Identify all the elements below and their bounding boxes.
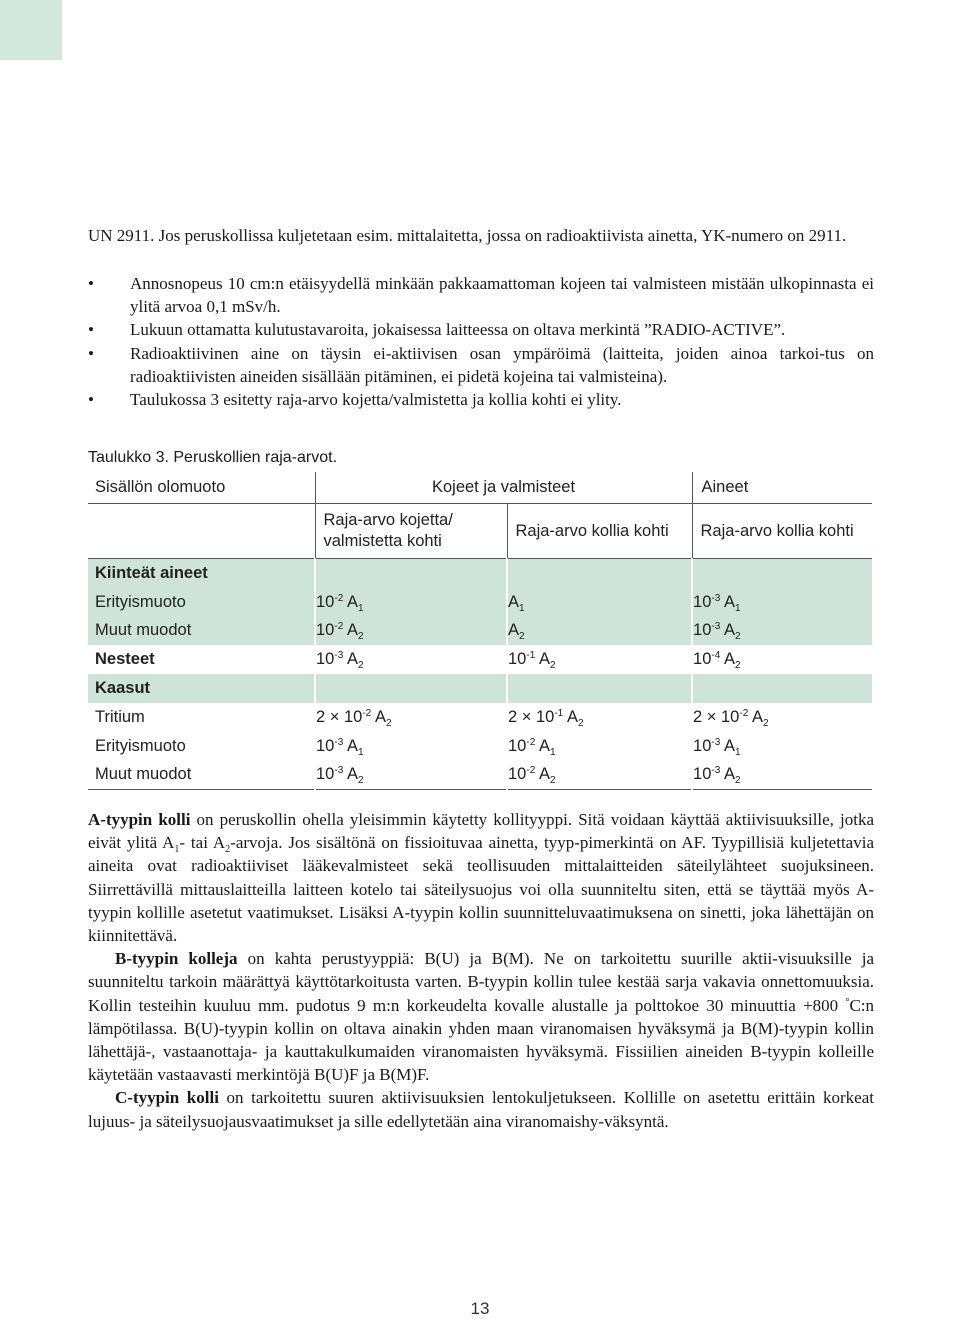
- paragraph-type-b: B-tyypin kolleja on kahta perustyyppiä: B(U) ja B(M). Ne on tarkoitettu suurille aktii-visuuksille ja suunniteltu tarkoin määrättyä käyttötarkoitusta varten. B-tyypin kollin tulee kestää sarja vakavia onnettomuuksia. Kollin testeihin kuuluu mm. pudotus 9 m:n korkeudelta kovalle alustalle ja polttokoe 30 minuuttia +800 °C:n lämpötilassa. B(U)-tyypin kollin on oltava ainakin yhden maan viranomaisen hyväksymä ja B(M)-tyypin kollin lähettäjä-, vastaanottaja- ja kauttakulkumaiden viranomaisten hyväksymä. Fissiilien aineiden B-tyypin kolleille käytetään vastaavasti merkintöjä B(U)F ja B(M)F.: [88, 949, 874, 1085]
- table-cell: $A_2$: [507, 617, 692, 646]
- table-row: [88, 559, 872, 588]
- bullet-icon: •: [88, 274, 94, 293]
- intro-text: UN 2911. Jos peruskollissa kuljetetaan esim. mittalaitetta, jossa on radioaktiivista ainetta, YK-numero on 2911.: [88, 226, 847, 245]
- table-row: [88, 703, 872, 732]
- row-label: Muut muodot: [88, 617, 315, 646]
- subheader-empty: [88, 504, 315, 559]
- list-item: [88, 342, 874, 388]
- subheader-per-package: Raja-arvo kollia kohti: [507, 504, 692, 559]
- page-number: 13: [470, 1299, 490, 1318]
- table-row: [88, 588, 872, 617]
- list-item: [88, 388, 874, 411]
- term-type-c: C-tyypin kolli: [115, 1088, 219, 1108]
- table-header-row: [88, 472, 872, 504]
- table-cell: $10^{-2}$ $A_2$: [315, 617, 507, 646]
- section-gases: Kaasut: [88, 674, 315, 703]
- requirements-list: [88, 272, 874, 411]
- list-item-text: Taulukossa 3 esitetty raja-arvo kojetta/valmistetta ja kollia kohti ei ylity.: [130, 390, 622, 410]
- table-row: [88, 617, 872, 646]
- list-item-text: Annosnopeus 10 cm:n etäisyydellä minkään pakkaamattoman kojeen tai valmisteen mistään ulkopinnasta ei ylitä arvoa 0,1 mSv/h.: [130, 274, 874, 317]
- table-row: [88, 645, 872, 674]
- paragraph-type-a: A-tyypin kolli on peruskollin ohella yleisimmin käytetty kollityyppi. Sitä voidaan käyttää aktiivisuuksille, jotka eivät ylitä $A_1-$ tai $A_2$-arvoja. Jos sisältönä on fissioituvaa ainetta, tyyp-pimerkintä on AF. Tyypillisiä kuljetettavia aineita ovat radioaktiiviset lääkevalmisteet sekä teollisuuden mittalaitteiden säteilylähteet suojuksineen. Siirrettävillä mittauslaitteilla laitteen kotelo tai säteilysuojus voi olla suunniteltu siten, että se täyttää myös A-tyypin kollille asetetut vaatimukset. Lisäksi A-tyypin kollin suunnitteluvaatimuksena on sinetti, joka lähettäjän on kiinnitettävä.: [88, 810, 875, 946]
- header-devices-group: Kojeet ja valmisteet: [315, 472, 692, 504]
- table-cell: $10^{-3}$ $A_2$: [692, 617, 872, 646]
- table-cell: $2 \times 10^{-2}$ $A_2$: [315, 703, 507, 732]
- term-type-a: A-tyypin kolli: [88, 810, 191, 829]
- section-tab: [0, 0, 62, 60]
- header-substances: Aineet: [692, 472, 872, 504]
- table-cell: $10^{-3}$ $A_2$: [315, 761, 507, 790]
- subheader-per-device: Raja-arvo kojetta/ valmistetta kohti: [315, 504, 507, 559]
- list-item-text: Lukuun ottamatta kulutustavaroita, jokaisessa laitteessa on oltava merkintä ”RADIO-ACTIVE”.: [130, 320, 786, 340]
- row-label: Erityismuoto: [88, 732, 315, 761]
- section-liquids: Nesteet: [88, 645, 315, 674]
- table-cell: $10^{-4}$ $A_2$: [692, 645, 872, 674]
- bullet-icon: •: [88, 390, 94, 410]
- table-cell: $10^{-1}$ $A_2$: [507, 645, 692, 674]
- table-cell: $10^{-2}$ $A_1$: [507, 732, 692, 761]
- table-cell: $10^{-3}$ $A_1$: [692, 732, 872, 761]
- list-item: [88, 318, 874, 341]
- bullet-icon: •: [88, 320, 94, 340]
- limits-table: [88, 472, 872, 790]
- table-row: [88, 761, 872, 790]
- row-label: Tritium: [88, 703, 315, 732]
- table-row: [88, 674, 872, 703]
- row-label: Erityismuoto: [88, 588, 315, 617]
- table-cell: $A_1$: [507, 588, 692, 617]
- table-row: [88, 732, 872, 761]
- body-text: [88, 808, 874, 1133]
- header-content-state: Sisällön olomuoto: [88, 472, 315, 504]
- table-caption: Taulukko 3. Peruskollien raja-arvot.: [88, 449, 338, 466]
- table-cell: $2 \times 10^{-2}$ $A_2$: [692, 703, 872, 732]
- list-item-text: Radioaktiivinen aine on täysin ei-aktiivisen osan ympäröimä (laitteita, joiden ainoa tarkoi-tus on radioaktiivisten aineiden sisällään pitäminen, ei pidetä kojeina tai valmisteina).: [130, 343, 874, 386]
- table-cell: $10^{-3}$ $A_2$: [315, 645, 507, 674]
- table-cell: $10^{-3}$ $A_1$: [692, 588, 872, 617]
- paragraph-type-c: C-tyypin kolli on tarkoitettu suuren aktiivisuuksien lentokuljetukseen. Kollille on asetettu erittäin korkeat lujuus- ja säteilysuojausvaatimukset ja sille edellytetään aina viranomaishy-väksyntä.: [88, 1088, 874, 1131]
- table-cell: $10^{-2}$ $A_2$: [507, 761, 692, 790]
- term-type-b: B-tyypin kolleja: [115, 949, 238, 969]
- limits-table-wrapper: [88, 472, 872, 790]
- table-cell: $10^{-3}$ $A_1$: [315, 732, 507, 761]
- row-label: Muut muodot: [88, 761, 315, 790]
- bullet-icon: •: [88, 343, 94, 363]
- section-solids: Kiinteät aineet: [88, 559, 315, 588]
- subheader-per-package-substances: Raja-arvo kollia kohti: [692, 504, 872, 559]
- table-cell: $10^{-3}$ $A_2$: [692, 761, 872, 790]
- table-subheader-row: [88, 504, 872, 559]
- list-item: [88, 272, 874, 318]
- table-cell: $2 \times 10^{-1}$ $A_2$: [507, 703, 692, 732]
- table-cell: $10^{-2}$ $A_1$: [315, 588, 507, 617]
